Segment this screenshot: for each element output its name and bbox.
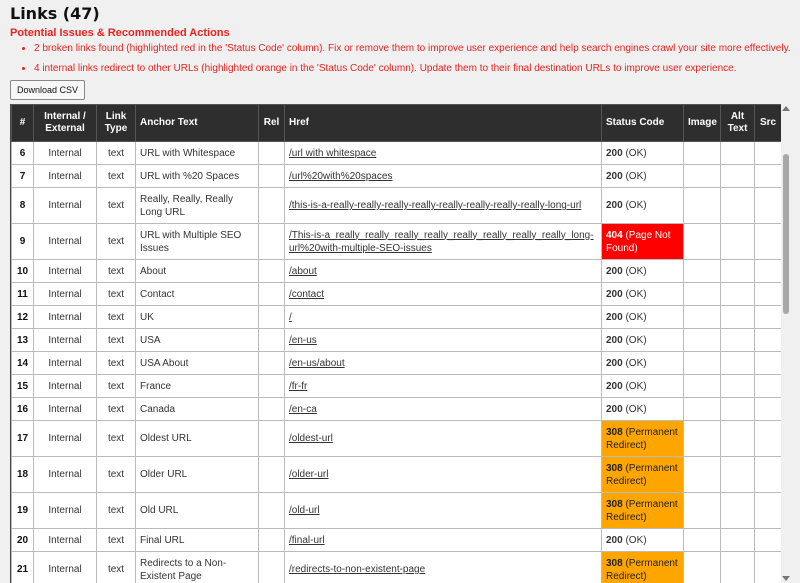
row-image xyxy=(684,188,721,224)
status-code-number: 308 xyxy=(606,498,623,510)
row-href-link[interactable]: /oldest-url xyxy=(289,433,333,444)
row-src xyxy=(755,457,782,493)
row-rel xyxy=(259,529,285,552)
row-alt-text xyxy=(721,493,755,529)
row-rel xyxy=(259,375,285,398)
row-scope: Internal xyxy=(34,283,97,306)
row-link-type: text xyxy=(97,224,136,260)
status-code-number: 200 xyxy=(606,265,623,277)
status-code-text: (Permanent Redirect) xyxy=(606,462,678,487)
row-scope: Internal xyxy=(34,529,97,552)
row-scope: Internal xyxy=(34,306,97,329)
status-code-text: (OK) xyxy=(625,170,647,182)
row-src xyxy=(755,283,782,306)
row-alt-text xyxy=(721,529,755,552)
row-src xyxy=(755,398,782,421)
status-code-text: (Permanent Redirect) xyxy=(606,426,678,451)
row-href-link[interactable]: /url with whitespace xyxy=(289,147,377,159)
scrollbar-thumb[interactable] xyxy=(783,154,789,314)
row-href-cell xyxy=(285,375,602,398)
row-anchor-text: UK xyxy=(136,306,259,329)
row-number: 9 xyxy=(12,224,34,260)
row-status-code xyxy=(602,493,684,529)
status-code-number: 200 xyxy=(606,170,623,182)
row-number: 16 xyxy=(12,398,34,421)
row-image xyxy=(684,457,721,493)
status-code-text: (Permanent Redirect) xyxy=(606,557,678,582)
row-href-cell xyxy=(285,142,602,165)
row-rel xyxy=(259,329,285,352)
row-link-type: text xyxy=(97,375,136,398)
row-number: 13 xyxy=(12,329,34,352)
row-scope: Internal xyxy=(34,493,97,529)
row-href-link[interactable]: / xyxy=(289,311,292,323)
row-anchor-text: USA About xyxy=(136,352,259,375)
row-alt-text xyxy=(721,421,755,457)
row-status-code xyxy=(602,529,684,552)
status-code-text: (OK) xyxy=(625,265,647,277)
row-src xyxy=(755,306,782,329)
row-rel xyxy=(259,165,285,188)
row-anchor-text: Older URL xyxy=(136,457,259,493)
row-alt-text xyxy=(721,329,755,352)
vertical-scrollbar[interactable] xyxy=(781,104,791,583)
row-alt-text xyxy=(721,260,755,283)
row-href-link[interactable]: /en-ca xyxy=(289,403,317,415)
row-link-type: text xyxy=(97,421,136,457)
row-anchor-text: Final URL xyxy=(136,529,259,552)
status-code-text: (OK) xyxy=(625,311,647,323)
status-code-text: (OK) xyxy=(625,200,647,211)
row-href-link[interactable]: /en-us xyxy=(289,334,317,346)
row-scope: Internal xyxy=(34,457,97,493)
row-status-code xyxy=(602,375,684,398)
row-number: 17 xyxy=(12,421,34,457)
table-header-row xyxy=(12,105,782,142)
row-rel xyxy=(259,493,285,529)
status-code-number: 404 xyxy=(606,229,623,241)
row-anchor-text: USA xyxy=(136,329,259,352)
row-href-cell xyxy=(285,493,602,529)
row-src xyxy=(755,329,782,352)
row-href-link[interactable]: /This-is-a_really_really_really_really_really_really_really_really_long-url%20with-multiple-SEO-issues xyxy=(289,229,594,254)
row-status-code xyxy=(602,552,684,583)
status-code-number: 200 xyxy=(606,288,623,300)
status-code-number: 200 xyxy=(606,147,623,159)
row-src xyxy=(755,165,782,188)
table-row xyxy=(12,329,782,352)
row-href-link[interactable]: /url%20with%20spaces xyxy=(289,170,393,182)
row-anchor-text: URL with Whitespace xyxy=(136,142,259,165)
row-link-type: text xyxy=(97,329,136,352)
table-row xyxy=(12,306,782,329)
row-image xyxy=(684,224,721,260)
status-code-number: 200 xyxy=(606,200,623,211)
row-scope: Internal xyxy=(34,375,97,398)
row-image xyxy=(684,529,721,552)
col-header-scope[interactable]: Internal / External xyxy=(34,105,97,142)
row-src xyxy=(755,142,782,165)
table-row xyxy=(12,493,782,529)
table-row xyxy=(12,142,782,165)
row-anchor-text: Really, Really, Really Long URL xyxy=(136,188,259,224)
row-image xyxy=(684,260,721,283)
col-header-link-type[interactable]: Link Type xyxy=(97,105,136,142)
table-row xyxy=(12,283,782,306)
row-href-cell xyxy=(285,457,602,493)
row-alt-text xyxy=(721,552,755,583)
row-image xyxy=(684,283,721,306)
status-code-number: 200 xyxy=(606,357,623,369)
table-row xyxy=(12,188,782,224)
row-image xyxy=(684,329,721,352)
row-link-type: text xyxy=(97,493,136,529)
col-header-image[interactable]: Image xyxy=(684,105,721,142)
row-href-cell xyxy=(285,329,602,352)
row-href-link[interactable]: /old-url xyxy=(289,505,320,516)
table-row xyxy=(12,260,782,283)
row-scope: Internal xyxy=(34,188,97,224)
row-href-link[interactable]: /fr-fr xyxy=(289,380,308,392)
row-number: 19 xyxy=(12,493,34,529)
table-row xyxy=(12,165,782,188)
table-row xyxy=(12,375,782,398)
issue-item: • 2 broken links found (highlighted red in the 'Status Code' column). Fix or remove them to improve user experience and help search engines crawl your site more effectively. xyxy=(34,43,800,55)
row-src xyxy=(755,224,782,260)
row-href-cell xyxy=(285,352,602,375)
row-scope: Internal xyxy=(34,329,97,352)
row-href-cell xyxy=(285,552,602,583)
row-anchor-text: Old URL xyxy=(136,493,259,529)
table-row xyxy=(12,352,782,375)
status-code-text: (OK) xyxy=(625,403,647,415)
row-href-link[interactable]: /redirects-to-non-existent-page xyxy=(289,564,426,575)
row-src xyxy=(755,188,782,224)
row-status-code xyxy=(602,352,684,375)
row-src xyxy=(755,375,782,398)
row-rel xyxy=(259,224,285,260)
row-status-code xyxy=(602,260,684,283)
row-href-cell xyxy=(285,421,602,457)
row-status-code xyxy=(602,188,684,224)
row-scope: Internal xyxy=(34,142,97,165)
status-code-number: 200 xyxy=(606,334,623,346)
row-rel xyxy=(259,260,285,283)
col-header-alt-text[interactable]: Alt Text xyxy=(721,105,755,142)
status-code-number: 308 xyxy=(606,462,623,474)
row-image xyxy=(684,552,721,583)
table-row xyxy=(12,398,782,421)
row-image xyxy=(684,306,721,329)
row-link-type: text xyxy=(97,457,136,493)
row-rel xyxy=(259,398,285,421)
row-alt-text xyxy=(721,457,755,493)
row-href-link[interactable]: /contact xyxy=(289,288,325,300)
row-alt-text xyxy=(721,398,755,421)
row-alt-text xyxy=(721,306,755,329)
row-href-cell xyxy=(285,398,602,421)
row-href-link[interactable]: /final-url xyxy=(289,534,325,546)
row-number: 6 xyxy=(12,142,34,165)
scroll-down-arrow-icon[interactable] xyxy=(782,576,790,581)
table-body xyxy=(12,142,782,583)
download-csv-button[interactable]: Download CSV xyxy=(10,80,85,100)
row-number: 20 xyxy=(12,529,34,552)
row-scope: Internal xyxy=(34,352,97,375)
row-href-link[interactable]: /this-is-a-really-really-really-really-really-really-really-really-long-url xyxy=(289,200,582,211)
row-link-type: text xyxy=(97,188,136,224)
table-row xyxy=(12,421,782,457)
row-rel xyxy=(259,421,285,457)
links-table xyxy=(11,104,781,583)
row-alt-text xyxy=(721,375,755,398)
table-row xyxy=(12,457,782,493)
row-scope: Internal xyxy=(34,421,97,457)
row-alt-text xyxy=(721,283,755,306)
issue-item: • 4 internal links redirect to other URLs (highlighted orange in the 'Status Code' column). Update them to their final destination URLs to improve user experience. xyxy=(34,63,800,75)
status-code-number: 308 xyxy=(606,426,623,438)
table-row xyxy=(12,552,782,583)
row-alt-text xyxy=(721,142,755,165)
col-header-number[interactable]: # xyxy=(12,105,34,142)
row-number: 21 xyxy=(12,552,34,583)
row-rel xyxy=(259,352,285,375)
row-src xyxy=(755,260,782,283)
status-code-text: (OK) xyxy=(625,334,647,346)
row-link-type: text xyxy=(97,352,136,375)
table-row xyxy=(12,529,782,552)
row-link-type: text xyxy=(97,165,136,188)
row-number: 14 xyxy=(12,352,34,375)
row-rel xyxy=(259,457,285,493)
row-status-code xyxy=(602,457,684,493)
table-row xyxy=(12,224,782,260)
status-code-text: (OK) xyxy=(625,357,647,369)
row-src xyxy=(755,421,782,457)
status-code-text: (OK) xyxy=(625,380,647,392)
row-link-type: text xyxy=(97,306,136,329)
row-link-type: text xyxy=(97,142,136,165)
status-code-text: (Page Not Found) xyxy=(606,229,671,254)
row-anchor-text: URL with %20 Spaces xyxy=(136,165,259,188)
row-src xyxy=(755,552,782,583)
row-status-code xyxy=(602,398,684,421)
row-href-cell xyxy=(285,260,602,283)
row-number: 10 xyxy=(12,260,34,283)
row-image xyxy=(684,398,721,421)
row-status-code xyxy=(602,421,684,457)
row-rel xyxy=(259,283,285,306)
status-code-number: 200 xyxy=(606,534,623,546)
row-href-link[interactable]: /older-url xyxy=(289,469,329,480)
row-number: 7 xyxy=(12,165,34,188)
row-href-cell xyxy=(285,188,602,224)
row-link-type: text xyxy=(97,398,136,421)
issues-list xyxy=(10,40,800,83)
row-src xyxy=(755,352,782,375)
row-anchor-text: URL with Multiple SEO Issues xyxy=(136,224,259,260)
row-status-code xyxy=(602,283,684,306)
col-header-src[interactable]: Src xyxy=(755,105,782,142)
row-alt-text xyxy=(721,165,755,188)
row-scope: Internal xyxy=(34,224,97,260)
col-header-rel[interactable]: Rel xyxy=(259,105,285,142)
row-href-cell xyxy=(285,224,602,260)
row-rel xyxy=(259,188,285,224)
row-href-cell xyxy=(285,306,602,329)
col-header-status-code[interactable]: Status Code xyxy=(602,105,684,142)
row-status-code xyxy=(602,224,684,260)
row-number: 11 xyxy=(12,283,34,306)
links-table-container[interactable] xyxy=(10,104,781,583)
status-code-number: 200 xyxy=(606,380,623,392)
status-code-text: (OK) xyxy=(625,147,647,159)
row-link-type: text xyxy=(97,552,136,583)
row-scope: Internal xyxy=(34,398,97,421)
status-code-text: (OK) xyxy=(625,288,647,300)
row-anchor-text: Contact xyxy=(136,283,259,306)
page-title: Links (47) xyxy=(10,4,100,23)
row-anchor-text: Canada xyxy=(136,398,259,421)
row-href-cell xyxy=(285,529,602,552)
row-link-type: text xyxy=(97,283,136,306)
row-status-code xyxy=(602,142,684,165)
status-code-text: (Permanent Redirect) xyxy=(606,498,678,523)
row-href-link[interactable]: /about xyxy=(289,265,317,277)
row-image xyxy=(684,165,721,188)
status-code-text: (OK) xyxy=(625,534,647,546)
row-status-code xyxy=(602,306,684,329)
row-anchor-text: France xyxy=(136,375,259,398)
row-number: 12 xyxy=(12,306,34,329)
row-rel xyxy=(259,142,285,165)
row-anchor-text: About xyxy=(136,260,259,283)
row-status-code xyxy=(602,165,684,188)
row-href-link[interactable]: /en-us/about xyxy=(289,357,345,369)
row-rel xyxy=(259,552,285,583)
status-code-number: 308 xyxy=(606,557,623,569)
row-alt-text xyxy=(721,352,755,375)
row-image xyxy=(684,352,721,375)
row-number: 8 xyxy=(12,188,34,224)
row-href-cell xyxy=(285,165,602,188)
row-link-type: text xyxy=(97,529,136,552)
row-image xyxy=(684,375,721,398)
row-image xyxy=(684,493,721,529)
row-anchor-text: Oldest URL xyxy=(136,421,259,457)
col-header-href[interactable]: Href xyxy=(285,105,602,142)
row-status-code xyxy=(602,329,684,352)
issues-title: Potential Issues & Recommended Actions xyxy=(10,27,230,39)
row-scope: Internal xyxy=(34,260,97,283)
row-src xyxy=(755,493,782,529)
row-number: 18 xyxy=(12,457,34,493)
row-alt-text xyxy=(721,224,755,260)
row-rel xyxy=(259,306,285,329)
row-href-cell xyxy=(285,283,602,306)
row-image xyxy=(684,421,721,457)
col-header-anchor-text[interactable]: Anchor Text xyxy=(136,105,259,142)
row-src xyxy=(755,529,782,552)
status-code-number: 200 xyxy=(606,311,623,323)
row-number: 15 xyxy=(12,375,34,398)
row-scope: Internal xyxy=(34,165,97,188)
row-alt-text xyxy=(721,188,755,224)
scroll-up-arrow-icon[interactable] xyxy=(782,106,790,111)
row-anchor-text: Redirects to a Non-Existent Page xyxy=(136,552,259,583)
row-scope: Internal xyxy=(34,552,97,583)
status-code-number: 200 xyxy=(606,403,623,415)
row-image xyxy=(684,142,721,165)
row-link-type: text xyxy=(97,260,136,283)
